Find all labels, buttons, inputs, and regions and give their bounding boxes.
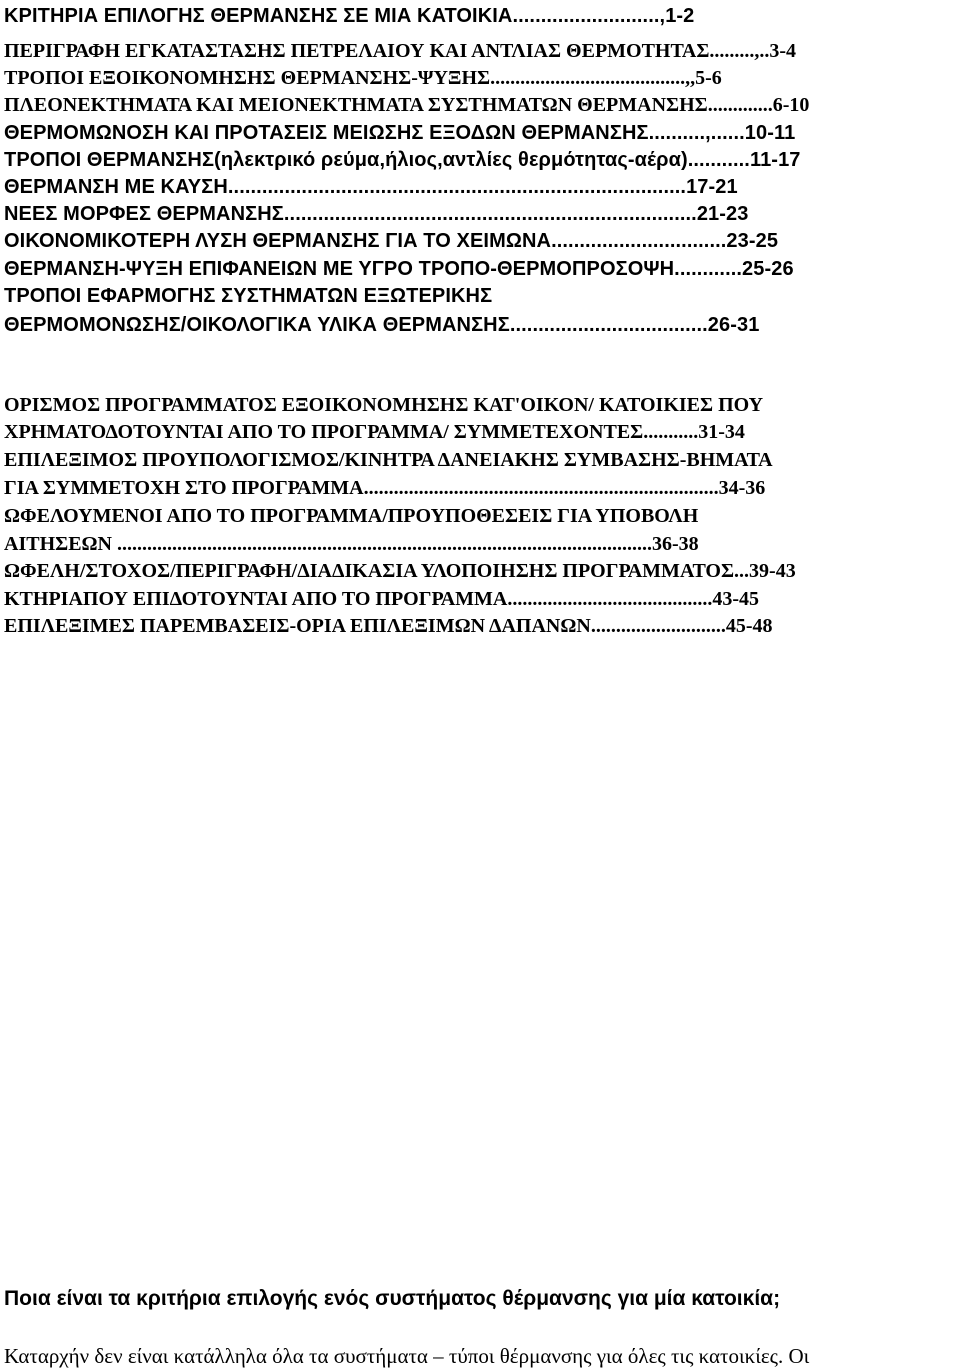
toc-entry: ΘΕΡΜΑΝΣΗ-ΨΥΞΗ ΕΠΙΦΑΝΕΙΩΝ ΜΕ ΥΓΡΟ ΤΡΟΠΟ-ΘΕΡΜΟΠΡΟΣΟΨΗ............25-26: [4, 258, 794, 280]
section-heading: Ποια είναι τα κριτήρια επιλογής ενός συστήματος θέρμανσης για μία κατοικία;: [4, 1287, 781, 1310]
toc-entry: ΘΕΡΜΑΝΣΗ ΜΕ ΚΑΥΣΗ.................................................................................17-21: [4, 176, 738, 198]
toc-entry: ΓΙΑ ΣΥΜΜΕΤΟΧΗ ΣΤΟ ΠΡΟΓΡΑΜΜΑ.......................................................................34-36: [4, 477, 766, 499]
toc-entry: ΘΕΡΜΟΜΩΝΟΣΗ ΚΑΙ ΠΡΟΤΑΣΕΙΣ ΜΕΙΩΣΗΣ ΕΞΟΔΩΝ ΘΕΡΜΑΝΣΗΣ..........,......10-11: [4, 122, 796, 144]
toc-entry: ΝΕΕΣ ΜΟΡΦΕΣ ΘΕΡΜΑΝΣΗΣ.........................................................................21-23: [4, 203, 749, 225]
toc-entry: ΚΤΗΡΙΑΠΟΥ ΕΠΙΔΟΤΟΥΝΤΑΙ ΑΠΟ ΤΟ ΠΡΟΓΡΑΜΜΑ.........................................43-45: [4, 588, 760, 610]
toc-entry: ΤΡΟΠΟΙ ΘΕΡΜΑΝΣΗΣ(ηλεκτρικό ρεύμα,ήλιος,αντλίες θερμότητας-αέρα)...........11-17: [4, 149, 801, 171]
toc-entry: ΟΙΚΟΝΟΜΙΚΟΤΕΡΗ ΛΥΣΗ ΘΕΡΜΑΝΣΗΣ ΓΙΑ ΤΟ ΧΕΙΜΩΝΑ...............................23-25: [4, 230, 779, 252]
toc-entry: ΠΛΕΟΝΕΚΤΗΜΑΤΑ ΚΑΙ ΜΕΙΟΝΕΚΤΗΜΑΤΑ ΣΥΣΤΗΜΑΤΩΝ ΘΕΡΜΑΝΣΗΣ.............6-10: [4, 94, 810, 116]
toc-entry: ΤΡΟΠΟΙ ΕΦΑΡΜΟΓΗΣ ΣΥΣΤΗΜΑΤΩΝ ΕΞΩΤΕΡΙΚΗΣ: [4, 285, 493, 307]
toc-entry: ΩΦΕΛΟΥΜΕΝΟΙ ΑΠΟ ΤΟ ΠΡΟΓΡΑΜΜΑ/ΠΡΟΥΠΟΘΕΣΕΙΣ ΓΙΑ ΥΠΟΒΟΛΗ: [4, 505, 699, 527]
toc-entry: ΕΠΙΛΕΞΙΜΕΣ ΠΑΡΕΜΒΑΣΕΙΣ-ΟΡΙΑ ΕΠΙΛΕΞΙΜΩΝ ΔΑΠΑΝΩΝ...........................45-48: [4, 615, 773, 637]
toc-entry: ΠΕΡΙΓΡΑΦΗ ΕΓΚΑΤΑΣΤΑΣΗΣ ΠΕΤΡΕΛΑΙΟΥ ΚΑΙ ΑΝΤΛΙΑΣ ΘΕΡΜΟΤΗΤΑΣ.........,..3-4: [4, 40, 797, 62]
toc-entry: ΧΡΗΜΑΤΟΔΟΤΟΥΝΤΑΙ ΑΠΟ ΤΟ ΠΡΟΓΡΑΜΜΑ/ ΣΥΜΜΕΤΕΧΟΝΤΕΣ...........31-34: [4, 421, 745, 443]
toc-entry: ΘΕΡΜΟΜΟΝΩΣΗΣ/ΟΙΚΟΛΟΓΙΚΑ ΥΛΙΚΑ ΘΕΡΜΑΝΣΗΣ...................................26-31: [4, 314, 760, 336]
toc-entry: ΟΡΙΣΜΟΣ ΠΡΟΓΡΑΜΜΑΤΟΣ ΕΞΟΙΚΟΝΟΜΗΣΗΣ ΚΑΤ'ΟΙΚΟΝ/ ΚΑΤΟΙΚΙΕΣ ΠΟΥ: [4, 394, 764, 416]
toc-entry: ΩΦΕΛΗ/ΣΤΟΧΟΣ/ΠΕΡΙΓΡΑΦΗ/ΔΙΑΔΙΚΑΣΙΑ ΥΛΟΠΟΙΗΣΗΣ ΠΡΟΓΡΑΜΜΑΤΟΣ...39-43: [4, 560, 796, 582]
toc-entry: ΑΙΤΗΣΕΩΝ ...........................................................................................................36-38: [4, 533, 699, 555]
toc-entry: ΤΡΟΠΟΙ ΕΞΟΙΚΟΝΟΜΗΣΗΣ ΘΕΡΜΑΝΣΗΣ-ΨΥΞΗΣ.......................................,,5-6: [4, 67, 722, 89]
toc-entry: ΚΡΙΤΗΡΙΑ ΕΠΙΛΟΓΗΣ ΘΕΡΜΑΝΣΗΣ ΣΕ ΜΙΑ ΚΑΤΟΙΚΙΑ..........................,1-2: [4, 5, 695, 27]
toc-entry: ΕΠΙΛΕΞΙΜΟΣ ΠΡΟΥΠΟΛΟΓΙΣΜΟΣ/ΚΙΝΗΤΡΑ ΔΑΝΕΙΑΚΗΣ ΣΥΜΒΑΣΗΣ-ΒΗΜΑΤΑ: [4, 449, 773, 471]
body-paragraph: Καταρχήν δεν είναι κατάλληλα όλα τα συστήματα – τύποι θέρμανσης για όλες τις κατοικίες. Οι: [4, 1344, 810, 1368]
